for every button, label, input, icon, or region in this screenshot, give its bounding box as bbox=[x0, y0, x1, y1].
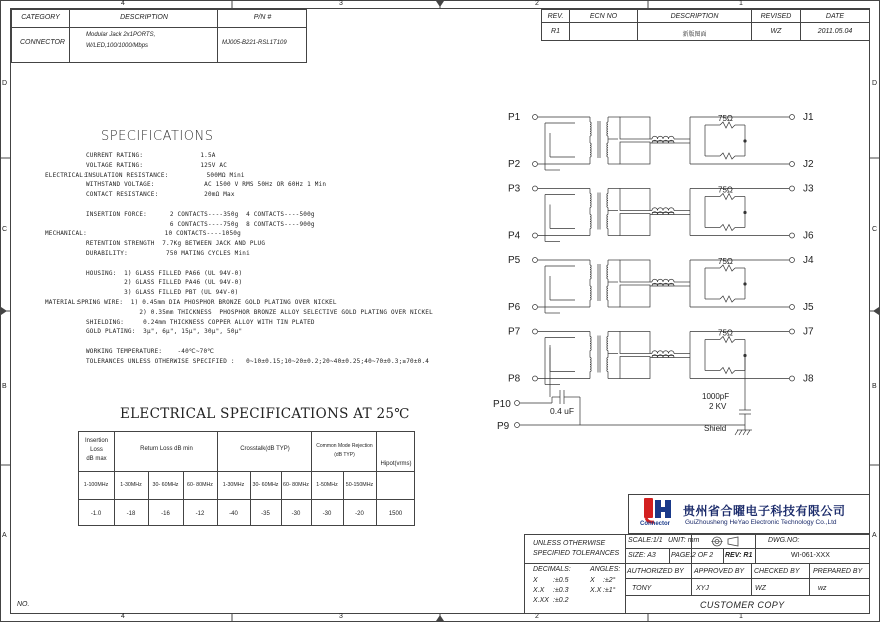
tolerance-cell: :±2° bbox=[603, 577, 616, 584]
resistor-75-ohm bbox=[720, 153, 735, 159]
grid-bottom-3: 3 bbox=[339, 613, 343, 620]
no-label: NO. bbox=[17, 601, 30, 608]
spec-line: GOLD PLATING: 3μ", 6μ", 15μ", 30μ", 50μ" bbox=[86, 328, 243, 336]
tolerance-cell: X.X bbox=[533, 587, 545, 594]
tolerance-cell: X.XX bbox=[533, 597, 549, 604]
junction-dot bbox=[743, 282, 746, 285]
header-description-label: DESCRIPTION bbox=[120, 14, 168, 21]
spec-line: INSERTION FORCE: 2 CONTACTS----350g 4 CONTACTS----500g bbox=[86, 210, 315, 218]
pin-terminal bbox=[533, 376, 538, 381]
common-mode-choke bbox=[652, 208, 674, 211]
elec-value-cell: -20 bbox=[355, 511, 364, 517]
common-mode-choke bbox=[652, 279, 674, 282]
grid-top-2: 2 bbox=[535, 0, 539, 7]
pin-label-left: P2 bbox=[508, 159, 521, 170]
pin-label-right: J7 bbox=[803, 326, 814, 338]
elec-insertion-header-3: dB max bbox=[86, 456, 107, 462]
schematic-diagram bbox=[490, 100, 840, 440]
elec-freq-cell: 60- 80MHz bbox=[187, 482, 213, 488]
pin-terminal bbox=[533, 162, 538, 167]
pin-label-left: P3 bbox=[508, 183, 521, 195]
pin-terminal bbox=[790, 376, 795, 381]
elec-freq-cell: 50-150MHz bbox=[345, 482, 374, 488]
tolerance-cell: :±0.2 bbox=[553, 597, 569, 604]
elec-value-cell: -1.0 bbox=[90, 511, 102, 517]
tb-dwg-label: DWG.NO: bbox=[768, 537, 800, 544]
winding-loop bbox=[620, 117, 650, 139]
spec-line: 6 CONTACTS----750g 8 CONTACTS----900g bbox=[86, 220, 315, 228]
spec-line: 10 CONTACTS----1050g bbox=[84, 230, 241, 238]
pin-label-left: P4 bbox=[508, 230, 521, 242]
grid-top-3: 3 bbox=[339, 0, 343, 7]
pin-terminal bbox=[533, 305, 538, 310]
header-pn: MJ005-B221-RSL1T109 bbox=[222, 40, 287, 46]
pin-label-right: J6 bbox=[803, 230, 814, 242]
elec-return-header: Return Loss dB min bbox=[140, 446, 193, 452]
junction-dot bbox=[743, 139, 746, 142]
tb-rev: REV: R1 bbox=[725, 552, 753, 559]
resistor-75-ohm bbox=[720, 368, 735, 374]
elec-value-cell: -12 bbox=[195, 511, 205, 517]
grid-left-a: A bbox=[2, 532, 7, 539]
transformer-primary bbox=[590, 265, 591, 279]
elec-value-cell: -35 bbox=[261, 511, 270, 517]
pin-terminal bbox=[790, 258, 795, 263]
spec-line: WORKING TEMPERATURE: -40℃~70℃ bbox=[86, 348, 215, 355]
tb-approved-value: XYJ bbox=[696, 585, 709, 592]
resistor-label: 75Ω bbox=[718, 185, 733, 195]
pin-terminal bbox=[533, 233, 538, 238]
elec-cmr-header-2: (dB TYP) bbox=[334, 452, 355, 458]
ecn-label: ECN NO bbox=[589, 13, 618, 20]
grid-right-b: B bbox=[872, 383, 877, 390]
elec-freq-cell: 1-30MHz bbox=[120, 482, 142, 488]
transformer-primary bbox=[590, 143, 591, 157]
tb-customer-copy: CUSTOMER COPY bbox=[700, 600, 785, 610]
common-mode-choke bbox=[652, 351, 674, 354]
transformer-secondary bbox=[607, 265, 608, 279]
elec-value-cell: -30 bbox=[322, 511, 332, 517]
spec-line: VOLTAGE RATING: 125V AC bbox=[86, 161, 228, 169]
resistor-label: 75Ω bbox=[718, 328, 733, 338]
grid-right-d: D bbox=[872, 80, 878, 87]
transformer-primary bbox=[590, 122, 591, 136]
pin-label-right: J1 bbox=[803, 112, 814, 123]
pin-terminal bbox=[790, 305, 795, 310]
pin-terminal bbox=[533, 186, 538, 191]
spec-group-label: MECHANICAL: bbox=[45, 230, 87, 238]
elec-value-cell: 1500 bbox=[388, 511, 403, 517]
tolerance-cell: :±0.5 bbox=[553, 577, 569, 584]
resistor-label: 75Ω bbox=[718, 257, 733, 266]
spec-line: CONTACT RESISTANCE: 20mΩ Max bbox=[86, 191, 235, 199]
elec-cmr-header bbox=[312, 442, 377, 460]
transformer-secondary bbox=[607, 122, 608, 136]
transformer-secondary bbox=[607, 194, 608, 208]
revised-value: WZ bbox=[770, 28, 782, 35]
winding-loop bbox=[620, 332, 650, 354]
grid-left-b: B bbox=[2, 383, 7, 390]
transformer-secondary bbox=[607, 143, 608, 157]
pin-terminal bbox=[790, 233, 795, 238]
spec-line: 2) 0.35mm THICKNESS PHOSPHOR BRONZE ALLOY SELECTIVE GOLD PLATING OVER NICKEL bbox=[86, 308, 433, 316]
pin-label-left: P7 bbox=[508, 326, 521, 338]
spec-line: 3) GLASS FILLED PBT (UL 94V-0) bbox=[86, 289, 239, 297]
elec-hipot-header: Hipot(vrms) bbox=[380, 461, 412, 467]
elec-insertion-header-1: Insertion bbox=[84, 438, 108, 444]
capacitor-label: 0.4 uF bbox=[550, 406, 575, 416]
winding-loop bbox=[620, 189, 650, 211]
resistor-75-ohm bbox=[720, 225, 735, 231]
elec-freq-cell: 1-100MHz bbox=[83, 482, 109, 488]
tolerance-cell: :±0.3 bbox=[553, 587, 569, 594]
tb-page: PAGE:2 OF 2 bbox=[671, 552, 714, 559]
transformer-primary bbox=[590, 286, 591, 300]
tb-prepared-value: wz bbox=[818, 585, 827, 592]
grid-bottom-1: 1 bbox=[739, 613, 743, 620]
revised-label: REVISED bbox=[760, 13, 792, 20]
rev-description-label: DESCRIPTION bbox=[670, 13, 719, 20]
date-label: DATE bbox=[825, 13, 845, 20]
winding-loop bbox=[620, 142, 650, 164]
tb-checked-value: WZ bbox=[755, 585, 766, 592]
pin-terminal bbox=[790, 162, 795, 167]
grid-left-d: D bbox=[2, 80, 8, 87]
pin-terminal bbox=[533, 258, 538, 263]
header-description-line1: Modular Jack 2x1PORTS, bbox=[86, 32, 156, 38]
resistor-label: 75Ω bbox=[718, 114, 733, 123]
rev-value: R1 bbox=[551, 28, 560, 35]
pin-label-left: P6 bbox=[508, 302, 521, 313]
date-value: 2011.05.04 bbox=[817, 28, 853, 35]
tb-authorized-label: AUTHORIZED BY bbox=[627, 568, 684, 575]
pin-terminal bbox=[790, 186, 795, 191]
tb-dwg-no: WI-061-XXX bbox=[791, 552, 830, 559]
header-category-label: CATEGORY bbox=[21, 14, 60, 21]
company-name-en: GuiZhousheng HeYao Electronic Technology Co.,Ltd bbox=[685, 519, 837, 526]
tolerance-cell: X bbox=[533, 577, 538, 584]
elec-cmr-header-1: Common Mode Rejection bbox=[316, 443, 373, 449]
projection-symbol-icon bbox=[710, 536, 750, 547]
transformer-secondary bbox=[607, 286, 608, 300]
junction-dot bbox=[743, 211, 746, 214]
winding-loop bbox=[620, 285, 650, 307]
pin-label-right: J5 bbox=[803, 302, 814, 313]
elec-freq-cell: 1-30MHz bbox=[222, 482, 245, 488]
elec-freq-cell: 30- 60MHz bbox=[252, 482, 279, 488]
spec-line: TOLERANCES UNLESS OTHERWISE SPECIFIED : 0~10±0.15;10~20±0.2;20~40±0.25;40~70±0.3;≥70±0.4 bbox=[86, 357, 430, 365]
pin-label-left: P5 bbox=[508, 255, 521, 266]
spec-line: RETENTION STRENGTH 7.7Kg BETWEEN JACK AND PLUG bbox=[86, 240, 266, 248]
elec-value-cell: -16 bbox=[161, 511, 170, 517]
capacitor-label: 2 KV bbox=[709, 402, 727, 411]
pin-terminal bbox=[515, 401, 520, 406]
elec-insertion-header bbox=[78, 437, 115, 464]
spec-line: HOUSING: 1) GLASS FILLED PA66 (UL 94V-0) bbox=[86, 269, 243, 277]
specifications-title: SPECIFICATIONS bbox=[101, 129, 214, 144]
pin-label-left: P1 bbox=[508, 112, 521, 123]
transformer-primary bbox=[590, 337, 591, 351]
tb-authorized-value: TONY bbox=[632, 585, 652, 592]
tb-angles: ANGLES: bbox=[590, 566, 621, 573]
grid-left-c: C bbox=[2, 226, 8, 233]
tb-decimals: DECIMALS: bbox=[533, 566, 571, 573]
winding-loop bbox=[620, 260, 650, 282]
tolerance-cell: X bbox=[590, 577, 595, 584]
transformer-primary bbox=[590, 358, 591, 372]
tb-checked-label: CHECKED BY bbox=[754, 568, 800, 575]
tolerance-cell: :±1° bbox=[603, 587, 616, 594]
winding-loop bbox=[620, 214, 650, 236]
tolerance-cell: X.X bbox=[590, 587, 602, 594]
ground-hatch bbox=[735, 430, 738, 435]
shield-label: Shield bbox=[704, 424, 727, 433]
transformer-secondary bbox=[607, 358, 608, 372]
electrical-specs-title: ELECTRICAL SPECIFICATIONS AT 25℃ bbox=[120, 406, 410, 422]
spec-line: INSULATION RESISTANCE: 500MΩ Mini bbox=[84, 171, 245, 179]
pin-terminal bbox=[790, 115, 795, 120]
rev-description: 新版图面 bbox=[682, 32, 707, 38]
ground-hatch bbox=[743, 430, 746, 435]
pin-label-left: P10 bbox=[493, 399, 511, 410]
pin-label-left: P8 bbox=[508, 373, 521, 385]
elec-freq-cell: 60- 80MHz bbox=[283, 482, 309, 488]
pin-terminal bbox=[515, 423, 520, 428]
rev-label: REV. bbox=[547, 13, 564, 20]
elec-value-cell: -18 bbox=[126, 511, 136, 517]
pin-label-right: J2 bbox=[803, 159, 814, 170]
pin-label-left: P9 bbox=[497, 421, 510, 432]
elec-crosstalk-header: Crosstalk(dB TYP) bbox=[240, 446, 290, 452]
grid-top-4: 4 bbox=[121, 0, 125, 7]
elec-insertion-header-2: Loss bbox=[90, 447, 103, 453]
capacitor-label: 1000pF bbox=[702, 392, 730, 401]
transformer-primary bbox=[590, 194, 591, 208]
grid-top-1: 1 bbox=[739, 0, 743, 7]
tb-unless-2: SPECIFIED TOLERANCES bbox=[533, 550, 620, 557]
transformer-secondary bbox=[607, 215, 608, 229]
ground-hatch bbox=[747, 430, 750, 435]
pin-label-right: J4 bbox=[803, 255, 814, 266]
company-logo-text: Connector bbox=[640, 521, 670, 527]
transformer-secondary bbox=[607, 337, 608, 351]
spec-line: SHIELDING: 0.24mm THICKNESS COPPER ALLOY WITH TIN PLATED bbox=[86, 318, 315, 326]
spec-line: DURABILITY: 750 MATING CYCLES Mini bbox=[86, 250, 250, 257]
spec-group-label: ELECTRICAL: bbox=[45, 171, 87, 179]
grid-bottom-2: 2 bbox=[535, 613, 539, 620]
resistor-75-ohm bbox=[720, 296, 735, 302]
spec-line: CURRENT RATING: 1.5A bbox=[86, 152, 216, 159]
elec-value-cell: -40 bbox=[229, 511, 238, 517]
pin-terminal bbox=[790, 329, 795, 334]
tb-unless-1: UNLESS OTHERWISE bbox=[533, 540, 606, 547]
ground-hatch bbox=[739, 430, 742, 435]
tb-unit: UNIT: mm bbox=[668, 537, 700, 544]
grid-right-c: C bbox=[872, 226, 878, 233]
pin-terminal bbox=[533, 115, 538, 120]
spec-line: SPRING WIRE: 1) 0.45mm DIA PHOSPHOR BRONZE GOLD PLATING OVER NICKEL bbox=[77, 299, 337, 306]
grid-bottom-4: 4 bbox=[121, 613, 125, 620]
winding-loop bbox=[620, 357, 650, 379]
common-mode-choke bbox=[652, 136, 674, 139]
tb-prepared-label: PREPARED BY bbox=[813, 568, 863, 575]
pin-terminal bbox=[533, 329, 538, 334]
elec-freq-cell: 1-50MHz bbox=[316, 482, 338, 488]
tb-scale: SCALE:1/1 bbox=[628, 537, 663, 544]
spec-line: WITHSTAND VOLTAGE: AC 1500 V RMS 50Hz OR 60Hz 1 Min bbox=[86, 181, 327, 189]
pin-label-right: J8 bbox=[803, 373, 814, 385]
pin-label-right: J3 bbox=[803, 183, 814, 195]
tb-approved-label: APPROVED BY bbox=[694, 568, 745, 575]
spec-group-label: MATERIAL: bbox=[45, 299, 80, 306]
grid-right-a: A bbox=[872, 532, 877, 539]
company-name-cn: 贵州省合曜电子科技有限公司 bbox=[683, 504, 846, 518]
elec-freq-cell: 30- 60MHz bbox=[152, 482, 179, 488]
transformer-primary bbox=[590, 215, 591, 229]
tb-size: SIZE: A3 bbox=[628, 552, 656, 559]
header-category: CONNECTOR bbox=[20, 39, 65, 46]
spec-line: 2) GLASS FILLED PA46 (UL 94V-0) bbox=[86, 279, 243, 287]
header-description-line2: W/LED,100/1000/Mbps bbox=[86, 43, 149, 49]
header-pn-label: P/N # bbox=[253, 14, 272, 21]
elec-value-cell: -30 bbox=[291, 511, 301, 517]
